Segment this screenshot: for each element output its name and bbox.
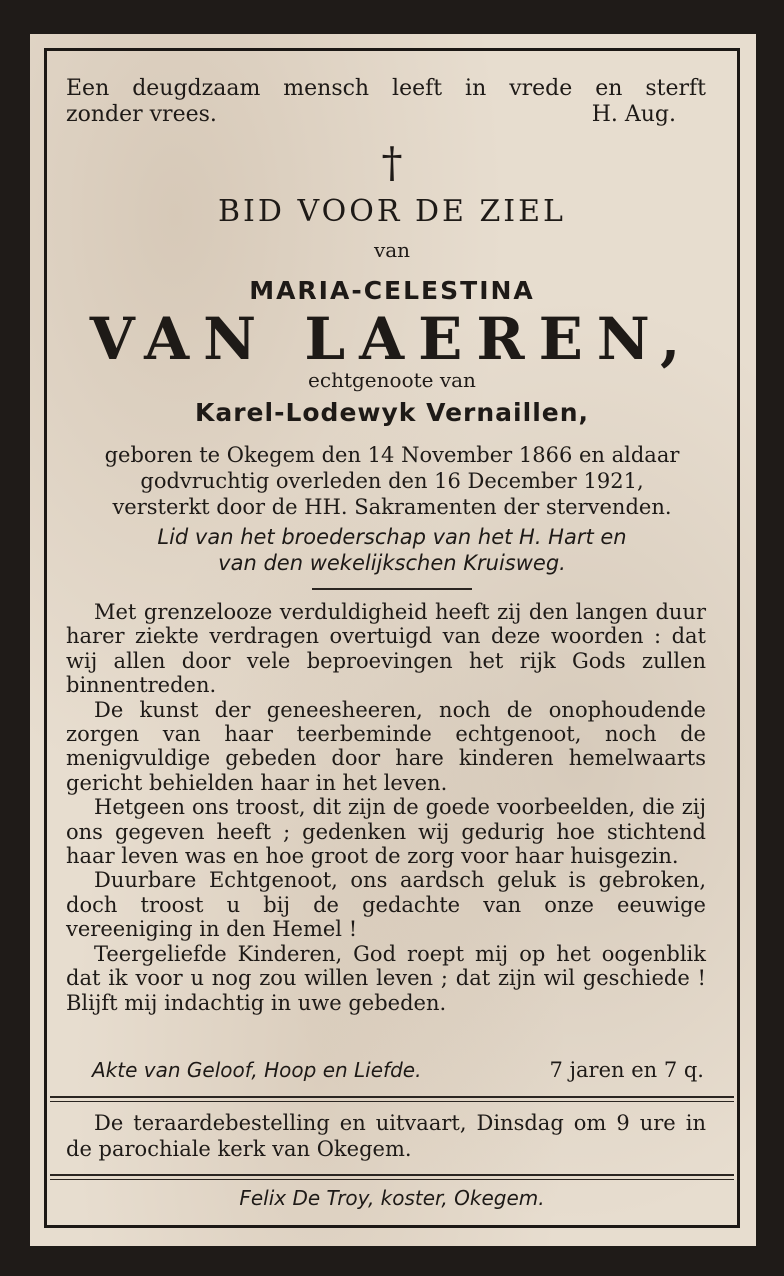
printer-credit: Felix De Troy, koster, Okegem. xyxy=(239,1186,545,1210)
first-names: MARIA-CELESTINA xyxy=(249,276,535,305)
divider xyxy=(50,1101,734,1102)
eulogy-paragraph: Hetgeen ons troost, dit zijn de goede voorbeelden, die zij ons gegeven heeft ; gedenken wij gedurig hoe stichtend haar leven was en hoe groot de zorg voor haar huisgezin. xyxy=(66,795,706,869)
bio-line: godvruchtig overleden den 16 December 1921, xyxy=(140,469,644,493)
biography xyxy=(60,442,724,520)
motto xyxy=(66,76,706,128)
bio-line: versterkt door de HH. Sakramenten der stervenden. xyxy=(112,495,672,519)
membership-line: van den wekelijkschen Kruisweg. xyxy=(218,551,566,575)
cross-icon: † xyxy=(381,138,403,187)
eulogy xyxy=(66,600,706,1015)
van-label: van xyxy=(373,238,411,262)
surname: VAN LAEREN, xyxy=(89,305,695,373)
heading: BID VOOR DE ZIEL xyxy=(218,194,566,229)
prayer-line: Akte van Geloof, Hoop en Liefde. xyxy=(92,1058,422,1082)
eulogy-paragraph: De kunst der geneesheeren, noch de onophoudende zorgen van haar teerbeminde echtgenoot, noch de menigvuldige gebeden door hare kinderen hemelwaarts gericht behielden haar in het leven. xyxy=(66,697,706,795)
divider xyxy=(50,1179,734,1180)
funeral-text: De teraardebestelling en uitvaart, Dinsdag om 9 ure in de parochiale kerk van Okegem. xyxy=(66,1111,706,1161)
membership xyxy=(60,524,724,576)
bio-line: geboren te Okegem den 14 November 1866 en aldaar xyxy=(104,443,680,467)
membership-line: Lid van het broederschap van het H. Hart en xyxy=(157,525,627,549)
motto-attribution: H. Aug. xyxy=(591,102,676,127)
eulogy-paragraph: Met grenzelooze verduldigheid heeft zij den langen duur harer ziekte verdragen overtuigd van deze woorden : dat wij allen door vele beproevingen het rijk Gods zullen binnentreden. xyxy=(66,600,706,698)
divider xyxy=(50,1174,734,1176)
divider xyxy=(50,1096,734,1098)
eulogy-paragraph: Duurbare Echtgenoot, ons aardsch geluk is gebroken, doch troost u bij de gedachte van onze eeuwige vereeniging in den Hemel ! xyxy=(66,868,706,942)
eulogy-paragraph: Teergeliefde Kinderen, God roept mij op het oogenblik dat ik voor u nog zou willen leven ; dat zijn wil geschiede ! Blijft mij indachtig in uwe gebeden. xyxy=(66,941,706,1015)
spouse-label: echtgenoote van xyxy=(308,368,476,392)
indulgence: 7 jaren en 7 q. xyxy=(549,1058,704,1082)
funeral-notice xyxy=(66,1110,706,1162)
spouse-name: Karel-Lodewyk Vernaillen, xyxy=(194,398,590,427)
motto-line-1: Een deugdzaam mensch leeft in vrede en sterft xyxy=(66,76,706,101)
motto-line-2-text: zonder vrees. xyxy=(66,102,217,127)
motto-line-2 xyxy=(66,102,706,128)
divider xyxy=(312,588,472,590)
